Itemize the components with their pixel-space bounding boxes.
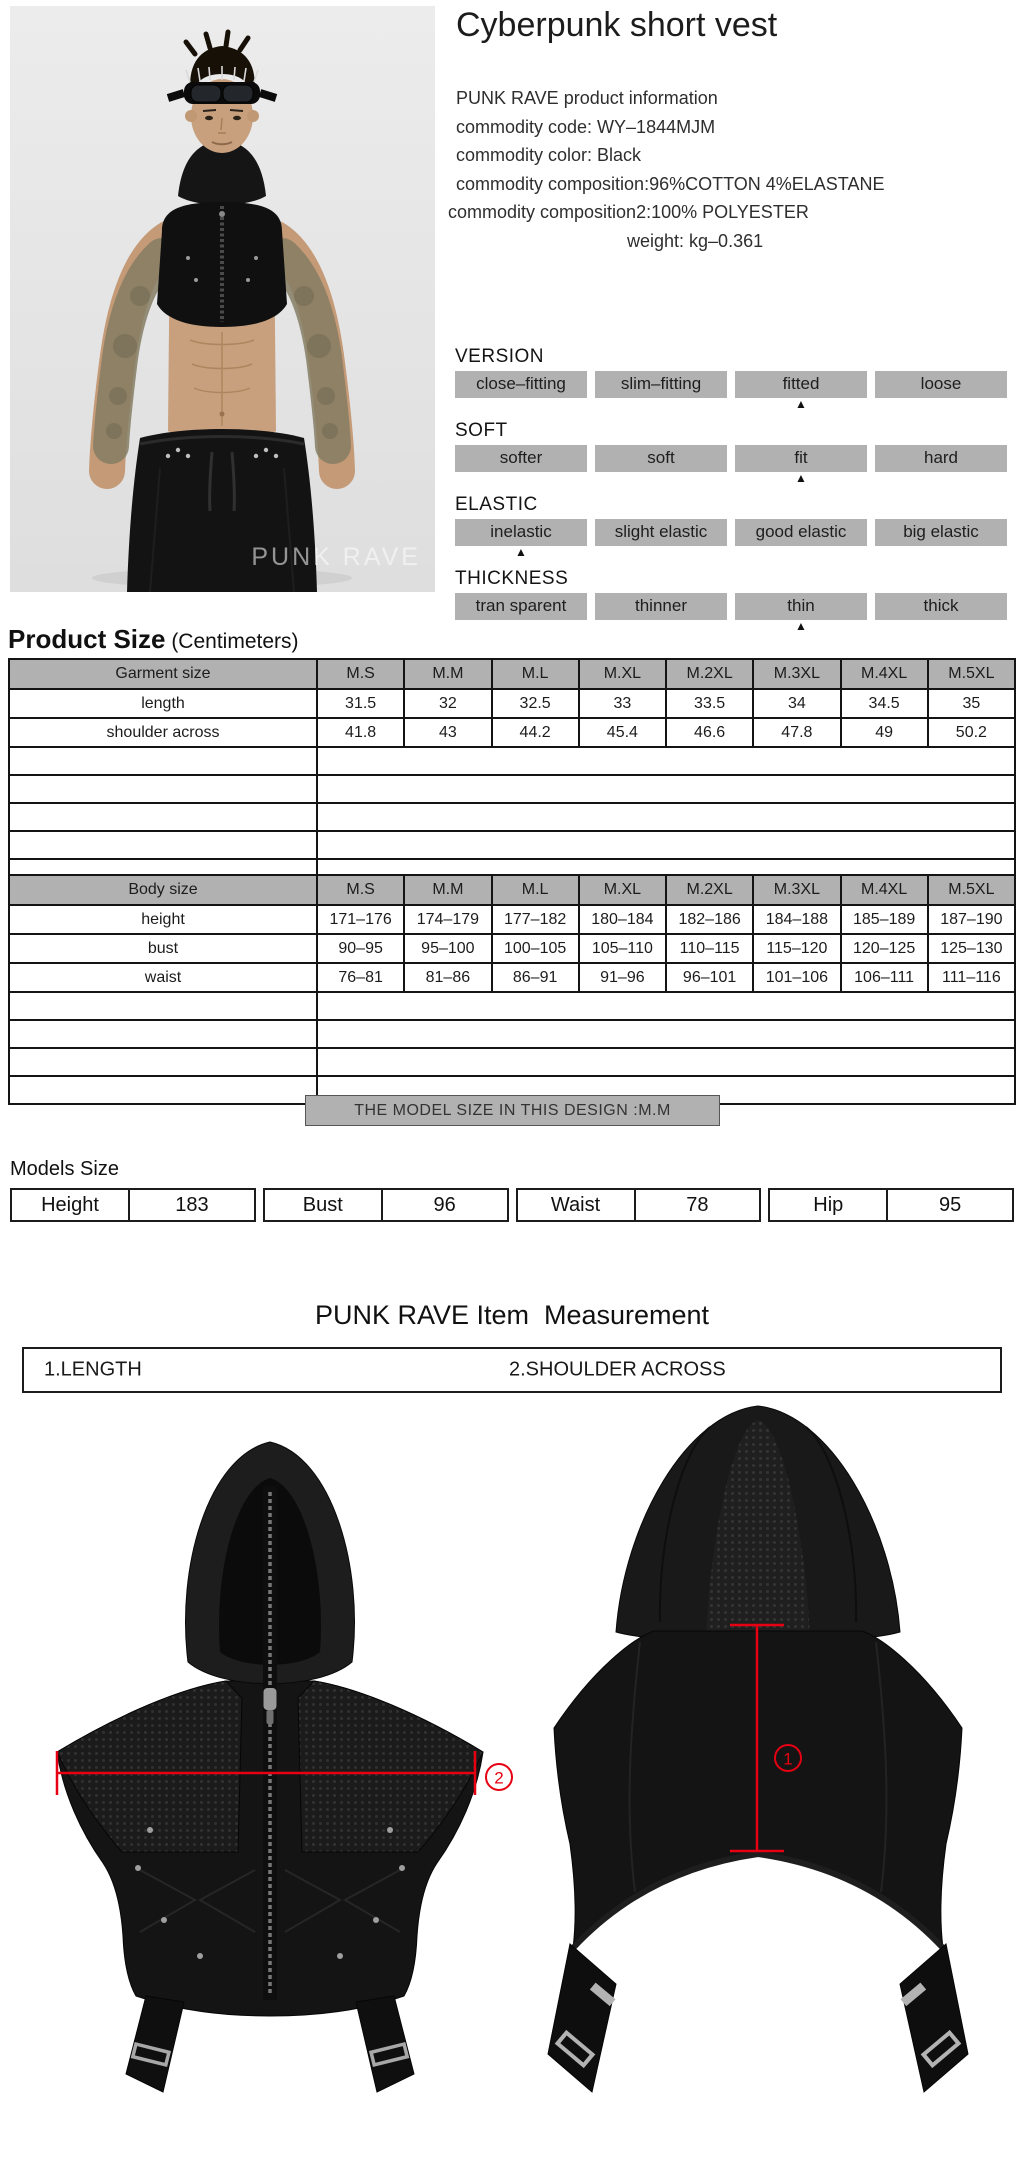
size-value-cell: 174–179: [404, 905, 491, 934]
product-info-block: [448, 84, 1014, 255]
attribute-scales: [455, 346, 1007, 642]
column-header: M.M: [404, 659, 491, 689]
attribute-option: [735, 519, 867, 546]
column-header: M.XL: [579, 659, 666, 689]
attribute-group-title: VERSION: [455, 346, 545, 367]
back-strap-right: [900, 1944, 968, 2092]
table-header-row: [9, 875, 1015, 905]
attribute-options-row: [455, 519, 1007, 559]
size-value-cell: 110–115: [666, 934, 753, 963]
size-value-cell: 95–100: [404, 934, 491, 963]
product-info-line: commodity composition2:100% POLYESTER: [448, 202, 809, 222]
size-value-cell: 41.8: [317, 718, 404, 747]
attribute-option-label: softer: [499, 448, 543, 467]
row-label: waist: [9, 963, 317, 992]
product-size-unit: (Centimeters): [165, 630, 299, 653]
size-value-cell: 187–190: [928, 905, 1015, 934]
column-header: M.M: [404, 875, 491, 905]
size-value-cell: 35: [928, 689, 1015, 718]
column-header: Garment size: [9, 659, 317, 689]
size-value-cell: 49: [841, 718, 928, 747]
empty-row-cell: [317, 803, 1015, 831]
product-info-line: commodity color: Black: [456, 145, 642, 165]
size-value-cell: 32.5: [492, 689, 579, 718]
table-header-row: [9, 659, 1015, 689]
garment-size-table: [8, 658, 1016, 888]
measurement-label-shoulder: 2.SHOULDER ACROSS: [509, 1358, 726, 1381]
size-value-cell: 31.5: [317, 689, 404, 718]
attribute-option-label: thick: [923, 596, 959, 615]
attribute-option: [595, 593, 727, 620]
size-value-cell: 184–188: [753, 905, 840, 934]
size-value-cell: 47.8: [753, 718, 840, 747]
models-size-label: Bust: [265, 1190, 383, 1220]
attribute-option: [875, 519, 1007, 546]
table-row: [9, 963, 1015, 992]
attribute-option: [455, 371, 587, 398]
product-size-title: Product Size: [8, 624, 166, 654]
attribute-option: [595, 445, 727, 472]
attribute-group-soft: [455, 420, 1007, 485]
back-strap-left: [548, 1944, 616, 2092]
size-value-cell: 91–96: [579, 963, 666, 992]
attribute-option: [455, 519, 587, 559]
size-value-cell: 106–111: [841, 963, 928, 992]
empty-row-label: [9, 803, 317, 831]
empty-row: [9, 1020, 1015, 1048]
empty-row-label: [9, 1048, 317, 1076]
empty-row-cell: [317, 992, 1015, 1020]
selected-level-arrow: ▲: [795, 397, 807, 411]
column-header: M.L: [492, 659, 579, 689]
size-value-cell: 44.2: [492, 718, 579, 747]
attribute-option: [735, 593, 867, 633]
size-value-cell: 32: [404, 689, 491, 718]
size-value-cell: 76–81: [317, 963, 404, 992]
brand-watermark: PUNK RAVE: [251, 543, 421, 571]
empty-row-cell: [317, 1048, 1015, 1076]
row-label: bust: [9, 934, 317, 963]
size-value-cell: 105–110: [579, 934, 666, 963]
attribute-option-label: loose: [920, 374, 962, 393]
empty-row: [9, 831, 1015, 859]
attribute-option: [455, 445, 587, 472]
attribute-options-row: [455, 445, 1007, 485]
column-header: M.XL: [579, 875, 666, 905]
attribute-group-title: SOFT: [455, 420, 508, 441]
size-value-cell: 185–189: [841, 905, 928, 934]
models-size-label: Height: [12, 1190, 130, 1220]
size-value-cell: 111–116: [928, 963, 1015, 992]
model-photo-illustration: [10, 6, 435, 592]
selected-level-arrow: ▲: [795, 471, 807, 485]
size-value-cell: 43: [404, 718, 491, 747]
attribute-group-title: ELASTIC: [455, 494, 538, 515]
attribute-option-label: soft: [647, 448, 675, 467]
size-value-cell: 46.6: [666, 718, 753, 747]
attribute-option: [735, 445, 867, 485]
models-size-label: Hip: [770, 1190, 888, 1220]
empty-row-label: [9, 992, 317, 1020]
empty-row: [9, 775, 1015, 803]
attribute-option-label: good elastic: [755, 522, 847, 541]
model-size-banner: THE MODEL SIZE IN THIS DESIGN :M.M: [305, 1095, 720, 1126]
size-value-cell: 120–125: [841, 934, 928, 963]
size-value-cell: 34.5: [841, 689, 928, 718]
attribute-option-label: fit: [794, 448, 808, 467]
attribute-option-label: hard: [923, 448, 959, 467]
model-photo: [10, 6, 435, 592]
attribute-group-thickness: [455, 568, 1007, 633]
column-header: M.4XL: [841, 875, 928, 905]
row-label: length: [9, 689, 317, 718]
column-header: M.3XL: [753, 875, 840, 905]
size-value-cell: 33.5: [666, 689, 753, 718]
row-label: shoulder across: [9, 718, 317, 747]
attribute-option: [875, 445, 1007, 472]
size-value-cell: 100–105: [492, 934, 579, 963]
garment-front-illustration: [30, 1400, 520, 2110]
product-info-line: commodity code: WY–1844MJM: [456, 116, 716, 137]
models-size-value: 78: [686, 1193, 709, 1216]
empty-row: [9, 803, 1015, 831]
column-header: M.2XL: [666, 875, 753, 905]
measurement-title: PUNK RAVE Item Measurement: [314, 1300, 710, 1330]
empty-row-label: [9, 775, 317, 803]
size-value-cell: 33: [579, 689, 666, 718]
empty-row-cell: [317, 1020, 1015, 1048]
size-value-cell: 171–176: [317, 905, 404, 934]
product-info-line: PUNK RAVE product information: [456, 88, 718, 108]
empty-row-label: [9, 1076, 317, 1104]
attribute-option-label: big elastic: [903, 522, 979, 541]
empty-row: [9, 992, 1015, 1020]
size-value-cell: 115–120: [753, 934, 840, 963]
empty-row: [9, 1048, 1015, 1076]
size-value-cell: 45.4: [579, 718, 666, 747]
empty-row-cell: [317, 747, 1015, 775]
size-value-cell: 34: [753, 689, 840, 718]
attribute-option: [595, 519, 727, 546]
table-row: [9, 718, 1015, 747]
models-size-value: 96: [433, 1193, 456, 1216]
attribute-option-label: thin: [787, 596, 815, 615]
attribute-group-title: THICKNESS: [455, 568, 569, 589]
shoulder-measure-number: 2: [494, 1768, 504, 1788]
size-value-cell: 180–184: [579, 905, 666, 934]
models-size-box-bust: [263, 1188, 509, 1222]
models-size-box-waist: [516, 1188, 762, 1222]
column-header: M.2XL: [666, 659, 753, 689]
size-value-cell: 177–182: [492, 905, 579, 934]
attribute-group-elastic: [455, 494, 1007, 559]
product-size-heading: [8, 624, 299, 655]
column-header: M.S: [317, 659, 404, 689]
attribute-option-label: tran sparent: [475, 596, 567, 615]
attribute-option: [875, 371, 1007, 398]
column-header: M.5XL: [928, 875, 1015, 905]
body-size-table: [8, 874, 1016, 1105]
models-size-box-height: [10, 1188, 256, 1222]
size-value-cell: 81–86: [404, 963, 491, 992]
attribute-option: [455, 593, 587, 620]
empty-row-cell: [317, 775, 1015, 803]
empty-row: [9, 747, 1015, 775]
attribute-option-label: slim–fitting: [620, 374, 702, 393]
product-info-line: commodity composition:96%COTTON 4%ELASTANE: [456, 173, 885, 194]
models-size-title: Models Size: [10, 1158, 119, 1180]
size-value-cell: 101–106: [753, 963, 840, 992]
size-value-cell: 125–130: [928, 934, 1015, 963]
column-header: Body size: [9, 875, 317, 905]
models-size-value: 183: [175, 1193, 209, 1216]
attribute-options-row: [455, 371, 1007, 411]
attribute-option: [875, 593, 1007, 620]
attribute-option-label: slight elastic: [614, 522, 708, 541]
table-row: [9, 689, 1015, 718]
product-title: Cyberpunk short vest: [456, 6, 778, 44]
models-size-row: [10, 1188, 1014, 1222]
measurement-labels-strip: [22, 1347, 1002, 1393]
size-value-cell: 86–91: [492, 963, 579, 992]
size-value-cell: 50.2: [928, 718, 1015, 747]
measurement-label-length: 1.LENGTH: [44, 1358, 142, 1381]
attribute-option-label: close–fitting: [476, 374, 566, 393]
attribute-option: [595, 371, 727, 398]
column-header: M.5XL: [928, 659, 1015, 689]
product-info-line: weight: kg–0.361: [627, 230, 764, 251]
table-row: [9, 934, 1015, 963]
column-header: M.4XL: [841, 659, 928, 689]
selected-level-arrow: ▲: [795, 619, 807, 633]
size-value-cell: 90–95: [317, 934, 404, 963]
attribute-option-label: fitted: [782, 374, 820, 393]
attribute-group-version: [455, 346, 1007, 411]
column-header: M.L: [492, 875, 579, 905]
empty-row-cell: [317, 831, 1015, 859]
attribute-option-label: thinner: [635, 596, 687, 615]
selected-level-arrow: ▲: [515, 545, 527, 559]
attribute-options-row: [455, 593, 1007, 633]
column-header: M.3XL: [753, 659, 840, 689]
attribute-option-label: inelastic: [490, 522, 552, 541]
column-header: M.S: [317, 875, 404, 905]
table-row: [9, 905, 1015, 934]
size-value-cell: 182–186: [666, 905, 753, 934]
empty-row-label: [9, 747, 317, 775]
empty-row-label: [9, 1020, 317, 1048]
zipper: [263, 1486, 277, 2000]
models-size-value: 95: [939, 1193, 962, 1216]
crop-vest: [157, 202, 287, 327]
size-value-cell: 96–101: [666, 963, 753, 992]
garment-back-illustration: [540, 1392, 1015, 2112]
models-size-label: Waist: [518, 1190, 636, 1220]
models-size-box-hip: [768, 1188, 1014, 1222]
length-measure-number: 1: [783, 1749, 793, 1769]
empty-row-label: [9, 831, 317, 859]
attribute-option: [735, 371, 867, 411]
row-label: height: [9, 905, 317, 934]
